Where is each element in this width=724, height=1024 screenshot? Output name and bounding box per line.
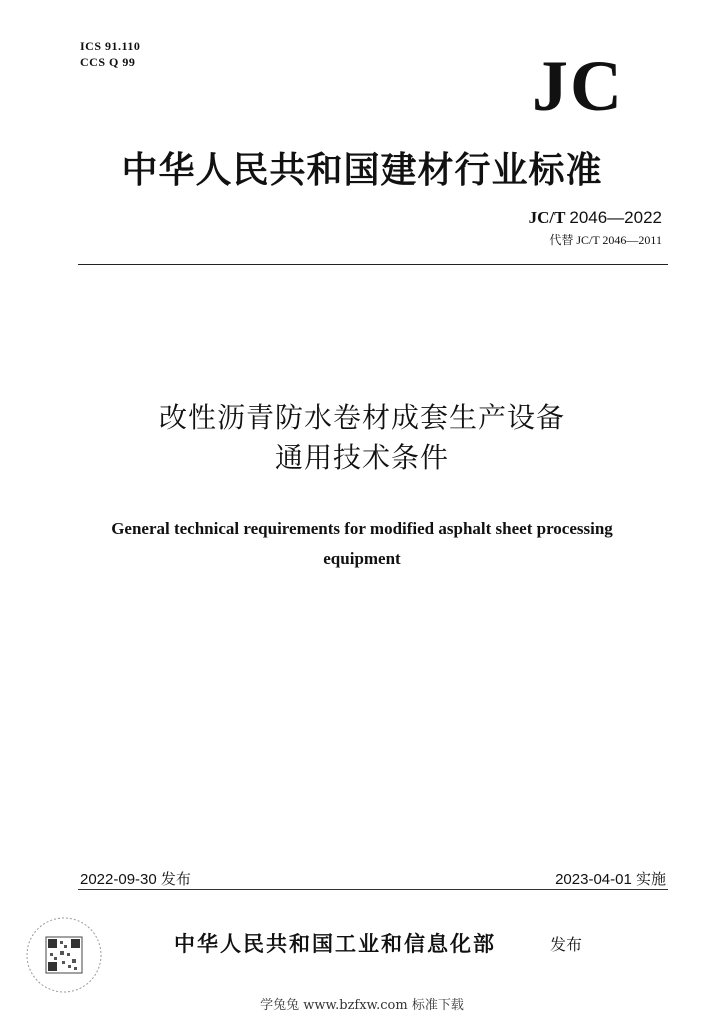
standard-number (529, 208, 662, 228)
watermark-footer: 学兔兔 www.bzfxw.com 标准下载 (260, 998, 464, 1013)
standard-type-heading: 中华人民共和国建材行业标准 (121, 149, 603, 191)
issue-label: 发布 (550, 935, 583, 954)
issuing-authority: 中华人民共和国工业和信息化部 (174, 931, 496, 956)
chinese-title-line-2: 通用技术条件 (274, 441, 449, 474)
replaces-note: 代替 JC/T 2046—2011 (549, 233, 662, 247)
standard-number-value: 2046—2022 (569, 208, 662, 227)
ics-code: ICS 91.110 (80, 39, 141, 53)
english-title-line-2: equipment (323, 549, 401, 568)
standard-number-block (529, 208, 662, 248)
qr-code-stamp-icon (24, 915, 104, 995)
header-divider (78, 264, 668, 265)
chinese-title-line-1: 改性沥青防水卷材成套生产设备 (158, 401, 565, 434)
english-title-line-1: General technical requirements for modified asphalt sheet processing (111, 519, 613, 538)
jc-logo: JC (532, 46, 624, 126)
effective-date: 2023-04-01 实施 (555, 871, 666, 888)
classification-codes (80, 38, 140, 70)
english-title (0, 514, 724, 574)
publish-date: 2022-09-30 发布 (80, 871, 191, 888)
ccs-code: CCS Q 99 (80, 55, 136, 69)
footer-divider (78, 889, 668, 890)
chinese-title (0, 398, 724, 478)
standard-prefix: JC/T (528, 208, 566, 227)
